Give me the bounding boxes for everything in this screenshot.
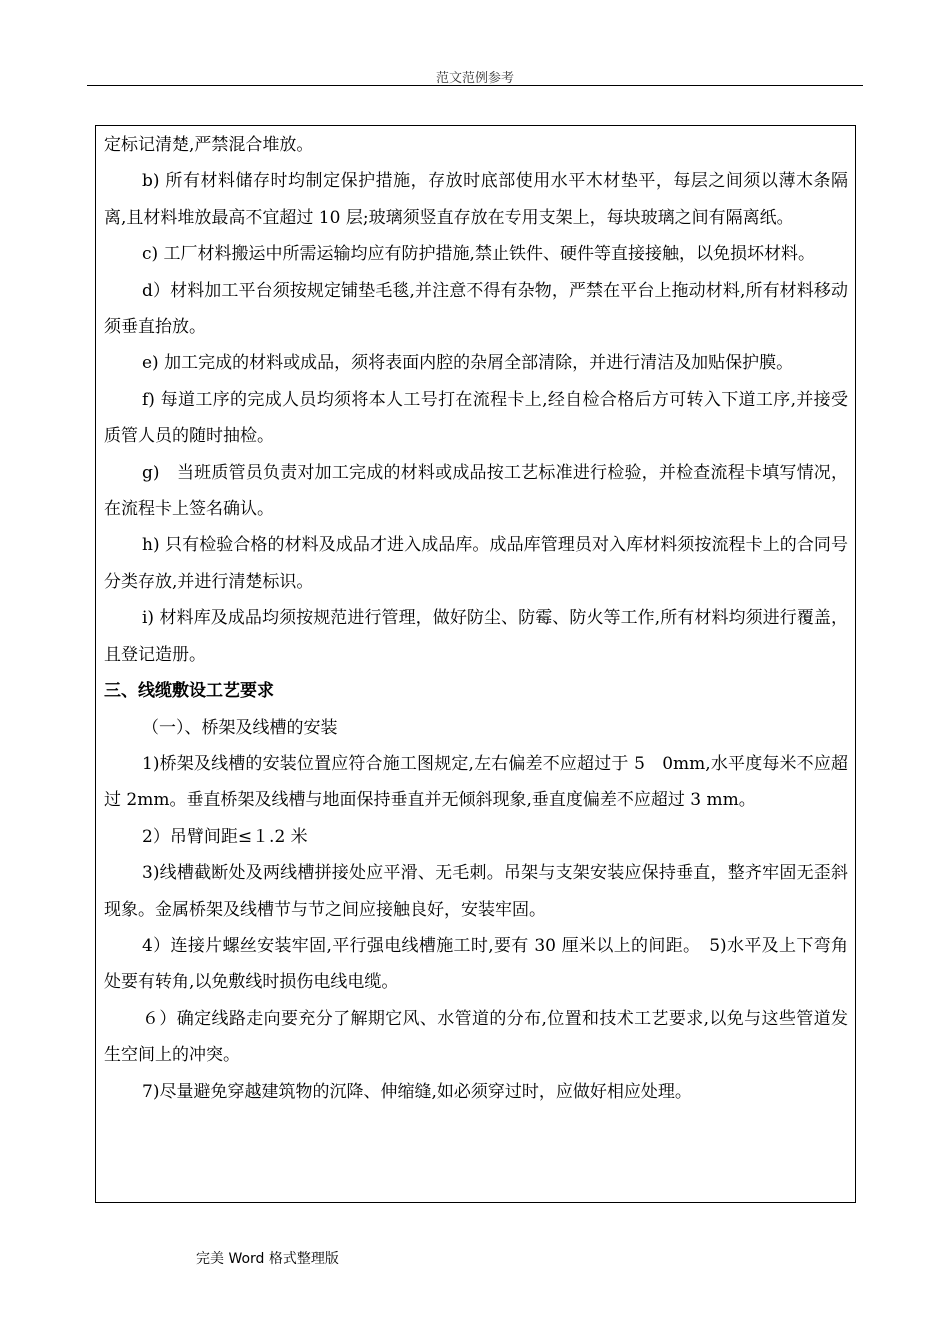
paragraph-d: d）材料加工平台须按规定铺垫毛毯,并注意不得有杂物，严禁在平台上拖动材料,所有材料移动须垂直抬放。 <box>104 280 848 338</box>
item-7: 7)尽量避免穿越建筑物的沉降、伸缩缝,如必须穿过时，应做好相应处理。 <box>142 1081 692 1102</box>
page-footer: 完美 Word 格式整理版 <box>196 1251 339 1267</box>
document-body <box>104 127 848 1110</box>
item-3: 3)线槽截断处及两线槽拼接处应平滑、无毛刺。吊架与支架安装应保持垂直，整齐牢固无歪斜现象。金属桥架及线槽节与节之间应接触良好，安装牢固。 <box>104 863 848 920</box>
paragraph-f: f) 每道工序的完成人员均须将本人工号打在流程卡上,经自检合格后方可转入下道工序,并接受质管人员的随时抽检。 <box>104 389 848 447</box>
page-header: 范文范例参考 <box>435 71 514 86</box>
item-1: 1)桥架及线槽的安装位置应符合施工图规定,左右偏差不应超过于 5 0mm,水平度每米不应超过 2mm。垂直桥架及线槽与地面保持垂直并无倾斜现象,垂直度偏差不应超过 3 mm。 <box>104 753 848 811</box>
header-rule <box>87 85 863 86</box>
item-2: 2）吊臂间距≤１.2 米 <box>142 826 308 847</box>
paragraph-c: c) 工厂材料搬运中所需运输均应有防护措施,禁止铁件、硬件等直接接触，以免损坏材料。 <box>142 244 815 265</box>
paragraph-i: i) 材料库及成品均须按规范进行管理，做好防尘、防霉、防火等工作,所有材料均须进行覆盖，且登记造册。 <box>104 608 848 665</box>
paragraph-continued: 定标记清楚,严禁混合堆放。 <box>104 135 314 155</box>
item-4-5: 4）连接片螺丝安装牢固,平行强电线槽施工时,要有 30 厘米以上的间距。 5)水平及上下弯角处要有转角,以免敷线时损伤电线电缆。 <box>104 935 848 993</box>
paragraph-h: h) 只有检验合格的材料及成品才进入成品库。成品库管理员对入库材料须按流程卡上的合同号分类存放,并进行清楚标识。 <box>104 535 848 592</box>
paragraph-g: g) 当班质管员负责对加工完成的材料或成品按工艺标准进行检验，并检查流程卡填写情况，在流程卡上签名确认。 <box>104 462 848 520</box>
paragraph-b: b) 所有材料储存时均制定保护措施，存放时底部使用水平木材垫平，每层之间须以薄木条隔离,且材料堆放最高不宜超过 10 层;玻璃须竖直存放在专用支架上，每块玻璃之间有隔离纸。 <box>104 171 848 228</box>
section-heading: 三、线缆敷设工艺要求 <box>104 681 274 702</box>
paragraph-e: e) 加工完成的材料或成品，须将表面内腔的杂屑全部清除，并进行清洁及加贴保护膜。 <box>142 353 794 374</box>
item-6: ６）确定线路走向要充分了解期它风、水管道的分布,位置和技术工艺要求,以免与这些管道发生空间上的冲突。 <box>104 1008 848 1066</box>
subsection-heading: （一）、桥架及线槽的安装 <box>142 717 338 738</box>
